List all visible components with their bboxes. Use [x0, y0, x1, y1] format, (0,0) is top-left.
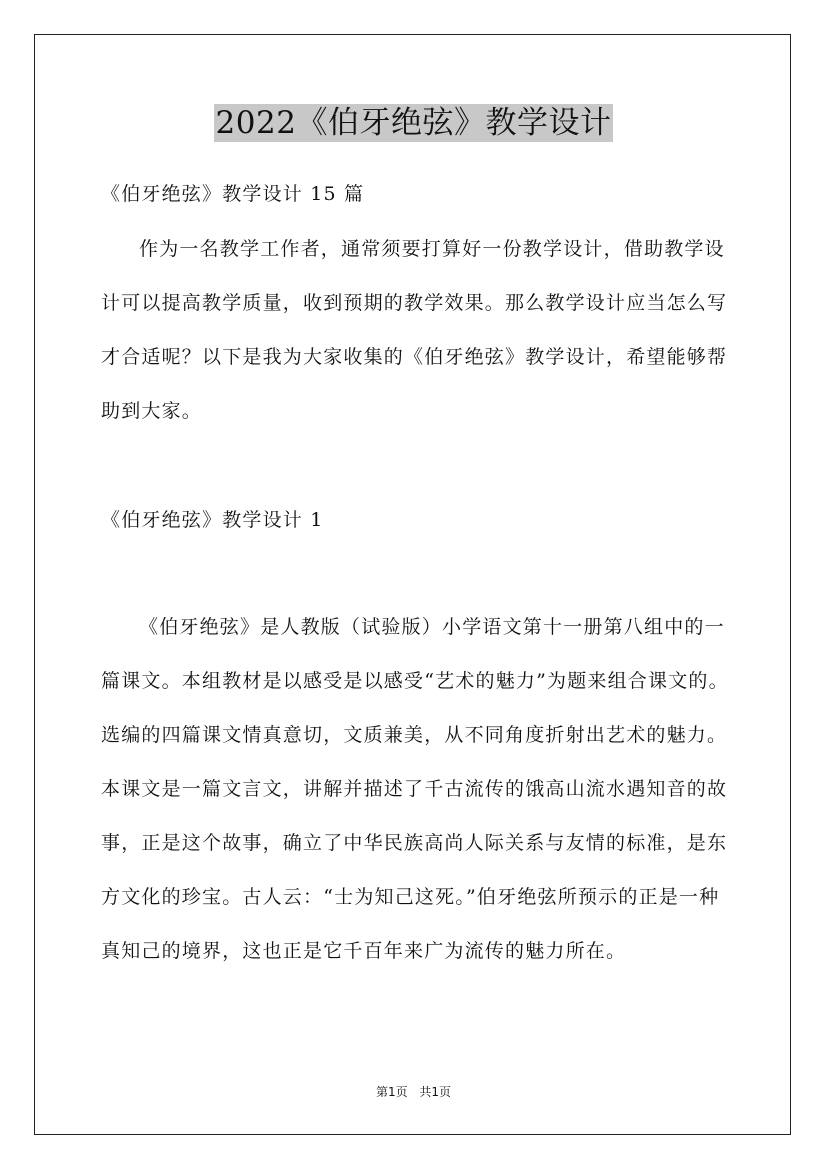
- document-subtitle: 《伯牙绝弦》教学设计 15 篇: [101, 183, 365, 205]
- page-total-label: 共1页: [419, 1085, 452, 1099]
- section-body-paragraph: 《伯牙绝弦》是人教版（试验版）小学语文第十一册第八组中的一篇课文。本组教材是以感受是以感受“艺术的魅力”为题来组合课文的。选编的四篇课文情真意切，文质兼美，从不同角度折射出艺术的魅力。本课文是一篇文言文，讲解并描述了千古流传的饿高山流水遇知音的故事，正是这个故事，确立了中华民族高尚人际关系与友情的标准，是东方文化的珍宝。古人云：“士为知己这死。”伯牙绝弦所预示的正是一种真知己的境界，这也正是它千百年来广为流传的魅力所在。: [101, 616, 729, 962]
- title-container: [0, 104, 827, 142]
- page-footer: [0, 1083, 827, 1100]
- intro-paragraph: 作为一名教学工作者，通常须要打算好一份教学设计，借助教学设计可以提高教学质量，收到预期的教学效果。那么教学设计应当怎么写才合适呢？以下是我为大家收集的《伯牙绝弦》教学设计，希望能够帮助到大家。: [101, 238, 728, 422]
- document-title: 2022《伯牙绝弦》教学设计: [215, 105, 612, 141]
- page-current-label: 第1页: [375, 1085, 408, 1099]
- section-heading: 《伯牙绝弦》教学设计 1: [101, 509, 324, 531]
